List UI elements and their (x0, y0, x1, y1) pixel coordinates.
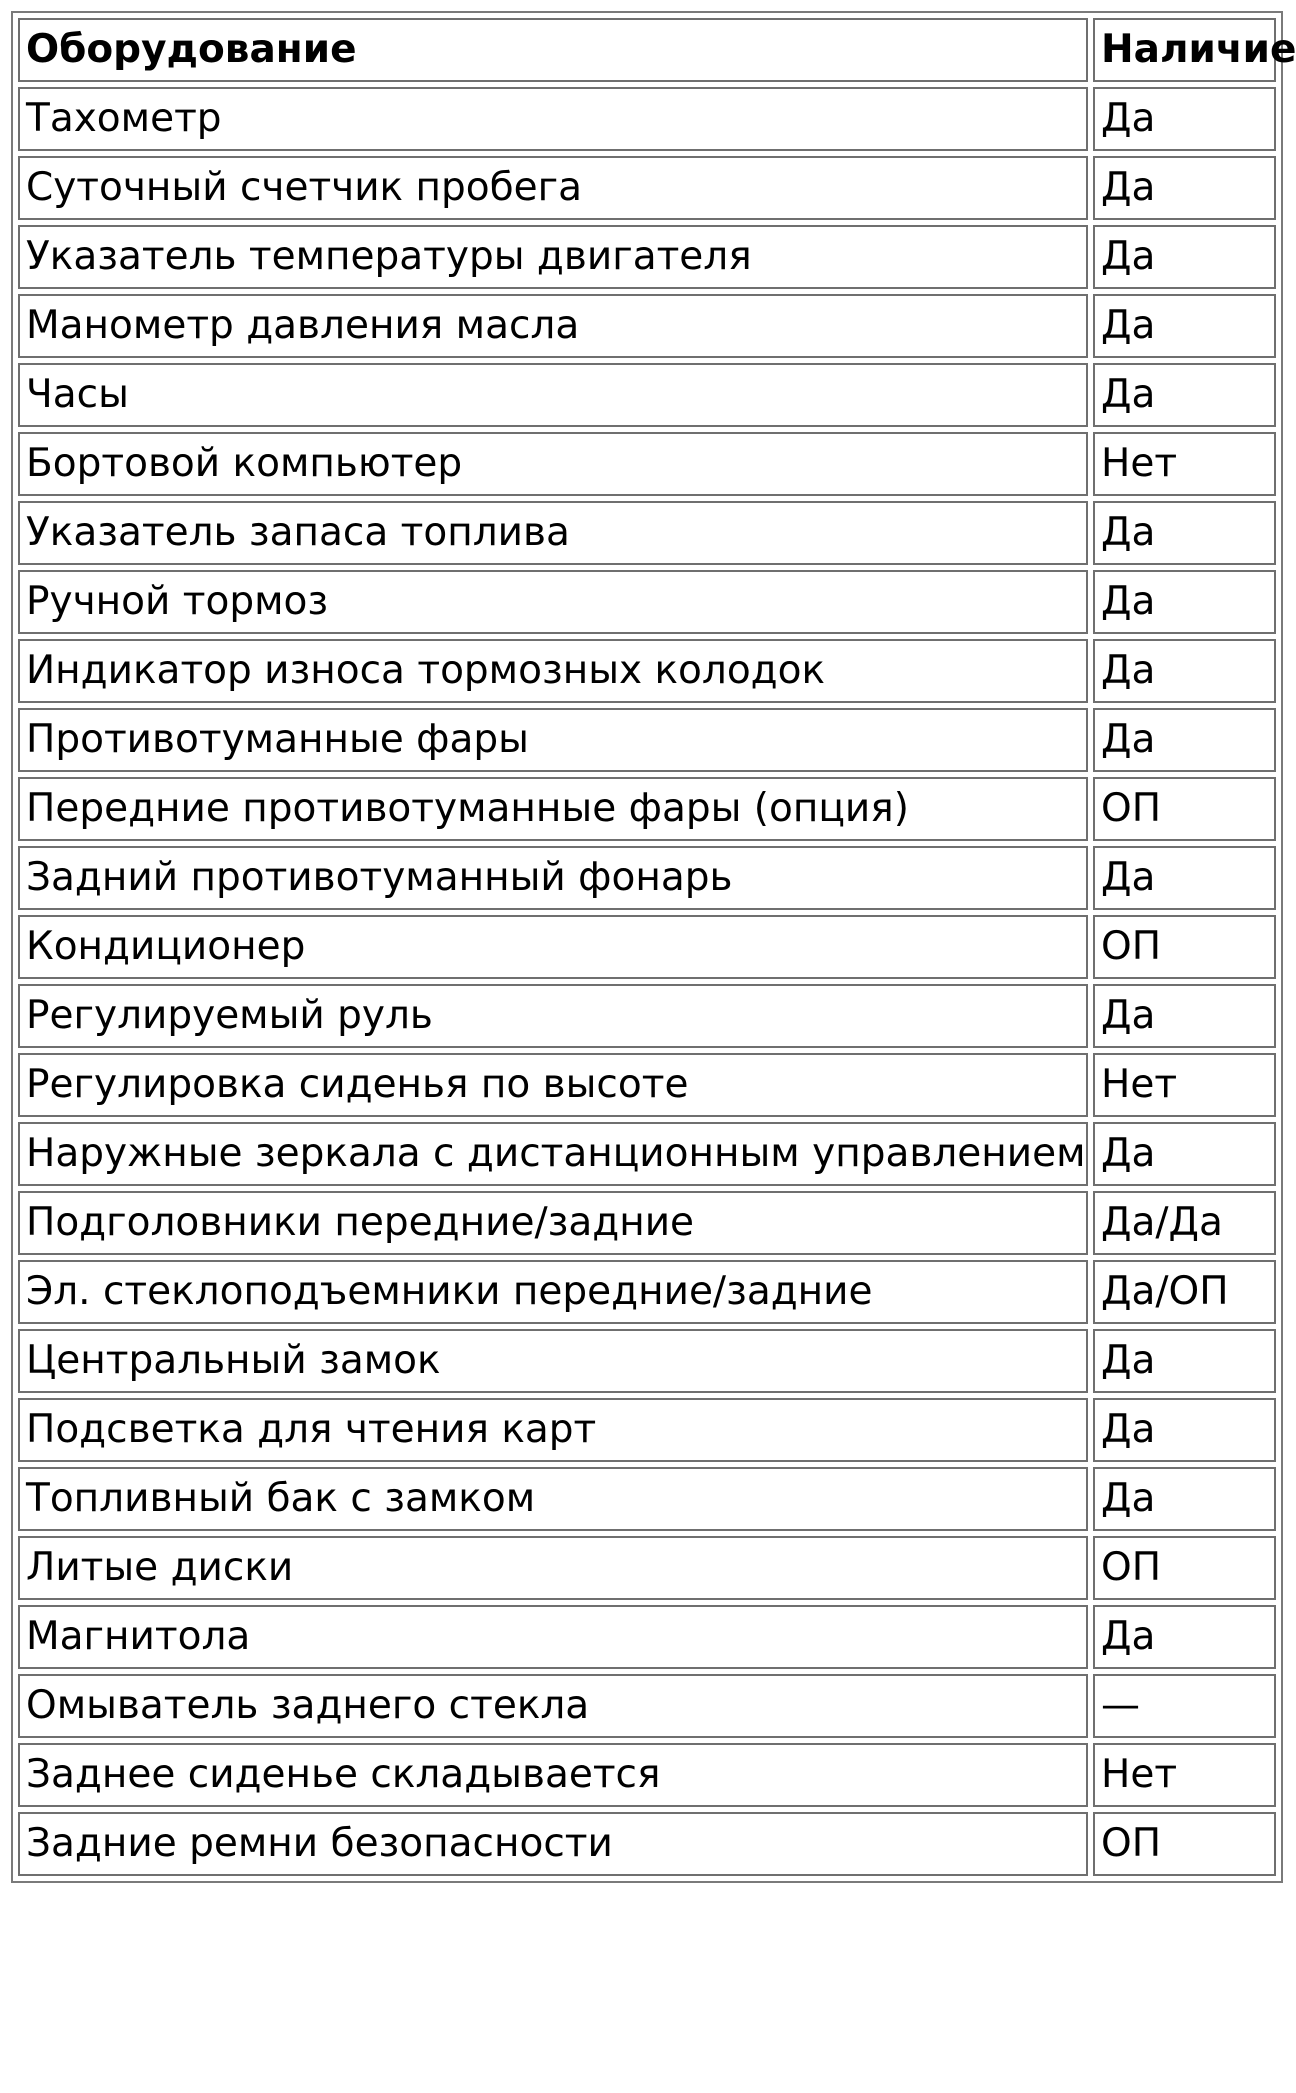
table-row (18, 1674, 1276, 1738)
availability-cell: Да (1093, 1467, 1276, 1531)
table-row (18, 87, 1276, 151)
equipment-name-cell: Противотуманные фары (18, 708, 1088, 772)
equipment-name-cell: Омыватель заднего стекла (18, 1674, 1088, 1738)
equipment-name-cell: Индикатор износа тормозных колодок (18, 639, 1088, 703)
table-row (18, 1812, 1276, 1876)
equipment-name-cell: Регулировка сиденья по высоте (18, 1053, 1088, 1117)
availability-cell: Да (1093, 294, 1276, 358)
equipment-name-cell: Задний противотуманный фонарь (18, 846, 1088, 910)
table-row (18, 639, 1276, 703)
equipment-name-cell: Магнитола (18, 1605, 1088, 1669)
availability-cell: Да (1093, 156, 1276, 220)
table-row (18, 915, 1276, 979)
availability-cell: Да (1093, 639, 1276, 703)
table-row (18, 432, 1276, 496)
table-body (18, 87, 1276, 1876)
equipment-name-cell: Часы (18, 363, 1088, 427)
availability-cell: ОП (1093, 777, 1276, 841)
table-row (18, 708, 1276, 772)
table-row (18, 570, 1276, 634)
availability-cell: Да (1093, 87, 1276, 151)
availability-cell: ОП (1093, 1812, 1276, 1876)
availability-cell: Да (1093, 846, 1276, 910)
equipment-name-cell: Суточный счетчик пробега (18, 156, 1088, 220)
availability-cell: Да (1093, 1329, 1276, 1393)
equipment-table (13, 13, 1296, 1881)
table-row (18, 1743, 1276, 1807)
equipment-name-cell: Эл. стеклоподъемники передние/задние (18, 1260, 1088, 1324)
table-row (18, 1605, 1276, 1669)
availability-cell: Да (1093, 708, 1276, 772)
availability-cell: Да (1093, 1605, 1276, 1669)
table-row (18, 1398, 1276, 1462)
table-row (18, 1260, 1276, 1324)
table-header-row (18, 18, 1276, 82)
equipment-name-cell: Передние противотуманные фары (опция) (18, 777, 1088, 841)
equipment-name-cell: Указатель температуры двигателя (18, 225, 1088, 289)
table-row (18, 1467, 1276, 1531)
equipment-name-cell: Литые диски (18, 1536, 1088, 1600)
equipment-name-cell: Наружные зеркала с дистанционным управлением (18, 1122, 1088, 1186)
availability-cell: Да (1093, 1398, 1276, 1462)
equipment-name-cell: Центральный замок (18, 1329, 1088, 1393)
availability-cell: — (1093, 1674, 1276, 1738)
table-row (18, 1536, 1276, 1600)
equipment-name-cell: Ручной тормоз (18, 570, 1088, 634)
table-row (18, 363, 1276, 427)
equipment-name-cell: Топливный бак с замком (18, 1467, 1088, 1531)
equipment-name-cell: Заднее сиденье складывается (18, 1743, 1088, 1807)
equipment-name-cell: Манометр давления масла (18, 294, 1088, 358)
availability-cell: Да (1093, 984, 1276, 1048)
table-row (18, 1053, 1276, 1117)
table-row (18, 984, 1276, 1048)
availability-cell: Да/ОП (1093, 1260, 1276, 1324)
availability-cell: Нет (1093, 432, 1276, 496)
availability-cell: Нет (1093, 1053, 1276, 1117)
equipment-name-cell: Регулируемый руль (18, 984, 1088, 1048)
table-row (18, 501, 1276, 565)
table-row (18, 294, 1276, 358)
equipment-name-cell: Подсветка для чтения карт (18, 1398, 1088, 1462)
availability-cell: Да (1093, 1122, 1276, 1186)
equipment-name-cell: Кондиционер (18, 915, 1088, 979)
table-row (18, 1329, 1276, 1393)
table-row (18, 777, 1276, 841)
equipment-name-cell: Задние ремни безопасности (18, 1812, 1088, 1876)
availability-cell: Да (1093, 501, 1276, 565)
table-row (18, 846, 1276, 910)
availability-cell: Нет (1093, 1743, 1276, 1807)
equipment-name-cell: Указатель запаса топлива (18, 501, 1088, 565)
table-row (18, 225, 1276, 289)
table-row (18, 1122, 1276, 1186)
header-availability: Наличие (1093, 18, 1276, 82)
table-row (18, 156, 1276, 220)
availability-cell: ОП (1093, 1536, 1276, 1600)
equipment-table-frame (11, 11, 1296, 1883)
availability-cell: Да/Да (1093, 1191, 1276, 1255)
header-equipment: Оборудование (18, 18, 1088, 82)
availability-cell: Да (1093, 225, 1276, 289)
equipment-name-cell: Тахометр (18, 87, 1088, 151)
availability-cell: Да (1093, 570, 1276, 634)
table-row (18, 1191, 1276, 1255)
equipment-name-cell: Бортовой компьютер (18, 432, 1088, 496)
equipment-name-cell: Подголовники передние/задние (18, 1191, 1088, 1255)
availability-cell: Да (1093, 363, 1276, 427)
availability-cell: ОП (1093, 915, 1276, 979)
